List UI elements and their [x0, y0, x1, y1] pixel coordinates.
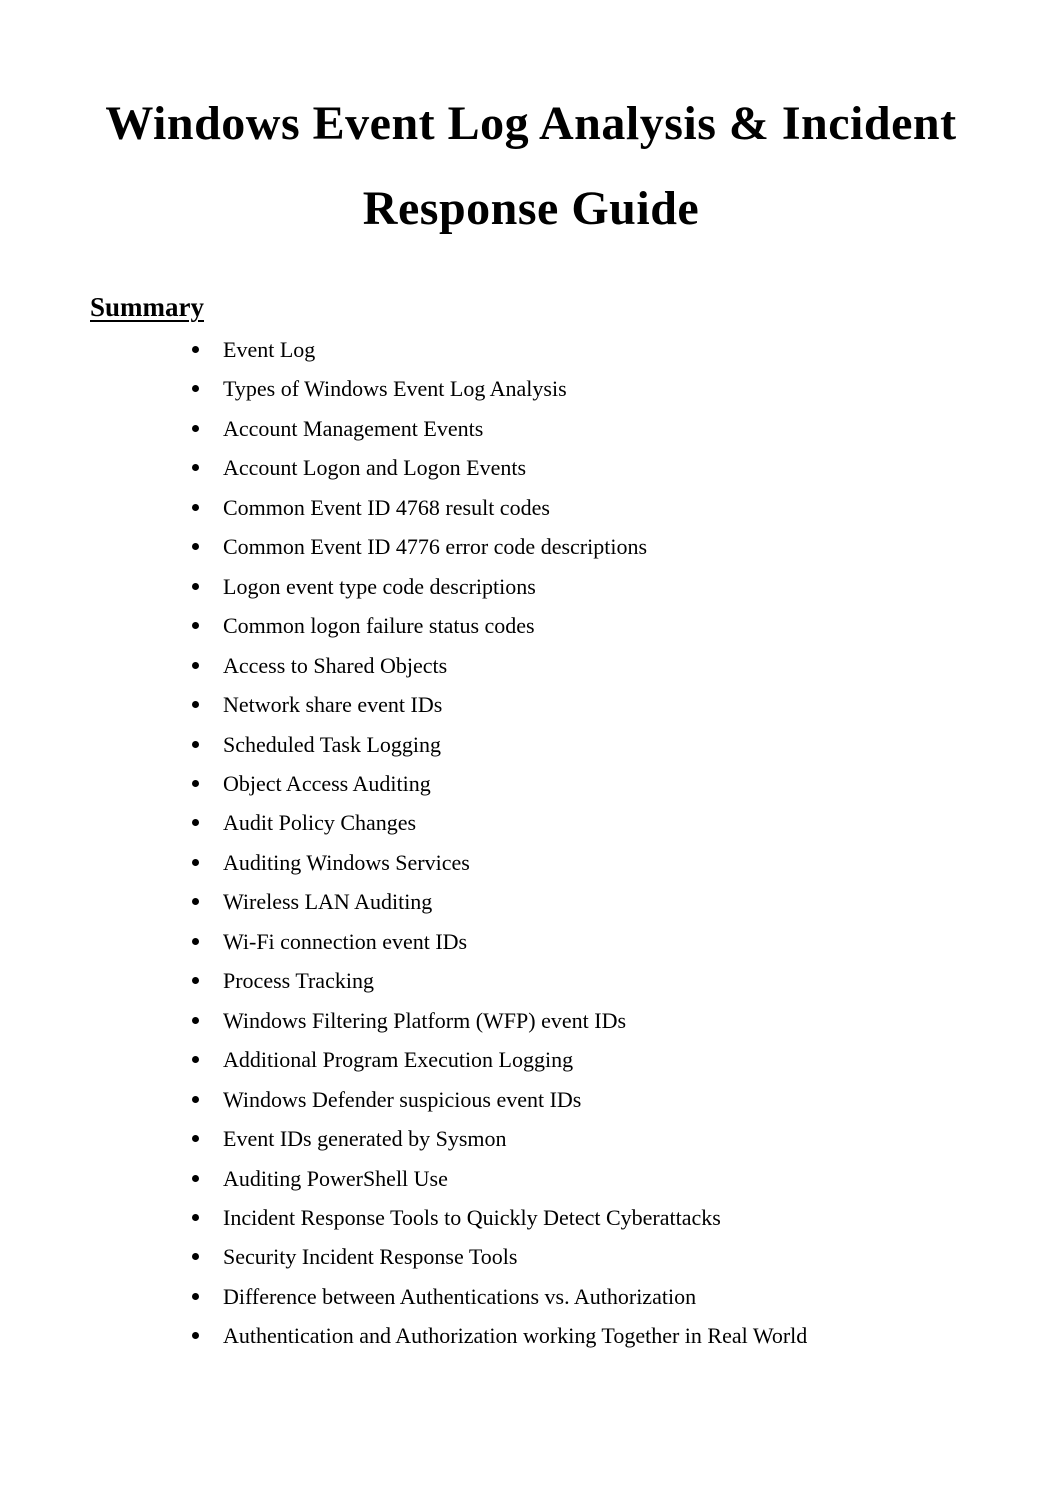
list-item — [223, 1119, 1022, 1158]
list-item-label: Additional Program Execution Logging — [223, 1047, 574, 1073]
list-item-label: Common Event ID 4768 result codes — [223, 494, 550, 520]
list-item-label: Auditing Windows Services — [223, 849, 470, 875]
bullet-icon — [192, 1017, 199, 1024]
bullet-icon — [192, 622, 199, 629]
list-item-label: Authentication and Authorization working Together in Real World — [223, 1323, 808, 1349]
bullet-icon — [192, 741, 199, 748]
list-item — [223, 330, 1022, 369]
list-item-label: Account Management Events — [223, 415, 484, 441]
list-item — [223, 527, 1022, 566]
bullet-icon — [192, 1253, 199, 1260]
summary-heading: Summary — [90, 292, 204, 322]
list-item — [223, 1316, 1022, 1355]
bullet-icon — [192, 1214, 199, 1221]
bullet-icon — [192, 977, 199, 984]
bullet-icon — [192, 819, 199, 826]
list-item-label: Logon event type code descriptions — [223, 573, 536, 599]
bullet-icon — [192, 1293, 199, 1300]
list-item-label: Windows Filtering Platform (WFP) event IDs — [223, 1007, 627, 1033]
list-item-label: Event Log — [223, 337, 316, 362]
list-item-label: Wi-Fi connection event IDs — [223, 928, 468, 954]
bullet-icon — [192, 346, 199, 353]
list-item-label: Event IDs generated by Sysmon — [223, 1126, 507, 1152]
bullet-icon — [192, 1056, 199, 1063]
bullet-icon — [192, 701, 199, 708]
list-item-label: Access to Shared Objects — [223, 652, 448, 678]
bullet-icon — [192, 583, 199, 590]
bullet-icon — [192, 780, 199, 787]
list-item-label: Common Event ID 4776 error code descriptions — [223, 534, 648, 560]
list-item-label: Account Logon and Logon Events — [223, 455, 527, 481]
bullet-icon — [192, 859, 199, 866]
bullet-icon — [192, 898, 199, 905]
list-item — [223, 685, 1022, 724]
list-item — [223, 606, 1022, 645]
bullet-icon — [192, 662, 199, 669]
list-item — [223, 488, 1022, 527]
document-title-line-2: Response Guide — [362, 182, 700, 235]
bullet-icon — [192, 1096, 199, 1103]
list-item-label: Types of Windows Event Log Analysis — [223, 376, 567, 402]
list-item-label: Windows Defender suspicious event IDs — [223, 1086, 582, 1112]
bullet-icon — [192, 543, 199, 550]
list-item — [223, 646, 1022, 685]
list-item-label: Auditing PowerShell Use — [223, 1165, 448, 1191]
list-item-label: Network share event IDs — [223, 692, 443, 718]
bullet-icon — [192, 938, 199, 945]
document-title — [0, 0, 1062, 251]
list-item — [223, 567, 1022, 606]
list-item-label: Common logon failure status codes — [223, 613, 535, 639]
list-item — [223, 764, 1022, 803]
list-item — [223, 409, 1022, 448]
list-item-label: Wireless LAN Auditing — [223, 889, 433, 915]
list-item — [223, 803, 1022, 842]
list-item-label: Object Access Auditing — [223, 770, 431, 796]
bullet-icon — [192, 464, 199, 471]
bullet-icon — [192, 385, 199, 392]
summary-list — [0, 330, 1062, 1356]
bullet-icon — [192, 1332, 199, 1339]
list-item-label: Difference between Authentications vs. Authorization — [223, 1283, 697, 1309]
list-item — [223, 882, 1022, 921]
list-item — [223, 1040, 1022, 1079]
list-item — [223, 1198, 1022, 1237]
list-item — [223, 1159, 1022, 1198]
list-item — [223, 1080, 1022, 1119]
bullet-icon — [192, 425, 199, 432]
list-item — [223, 369, 1022, 408]
list-item — [223, 843, 1022, 882]
bullet-icon — [192, 1175, 199, 1182]
bullet-icon — [192, 504, 199, 511]
list-item-label: Process Tracking — [223, 968, 374, 994]
list-item-label: Audit Policy Changes — [223, 810, 417, 836]
list-item — [223, 961, 1022, 1000]
list-item-label: Scheduled Task Logging — [223, 731, 442, 757]
list-item — [223, 922, 1022, 961]
list-item-label: Security Incident Response Tools — [223, 1244, 518, 1270]
list-item — [223, 1001, 1022, 1040]
list-item — [223, 1277, 1022, 1316]
bullet-icon — [192, 1135, 199, 1142]
list-item-label: Incident Response Tools to Quickly Detect Cyberattacks — [223, 1204, 721, 1230]
list-item — [223, 1237, 1022, 1276]
document-title-line-1: Windows Event Log Analysis & Incident — [105, 97, 957, 150]
list-item — [223, 725, 1022, 764]
list-item — [223, 448, 1022, 487]
